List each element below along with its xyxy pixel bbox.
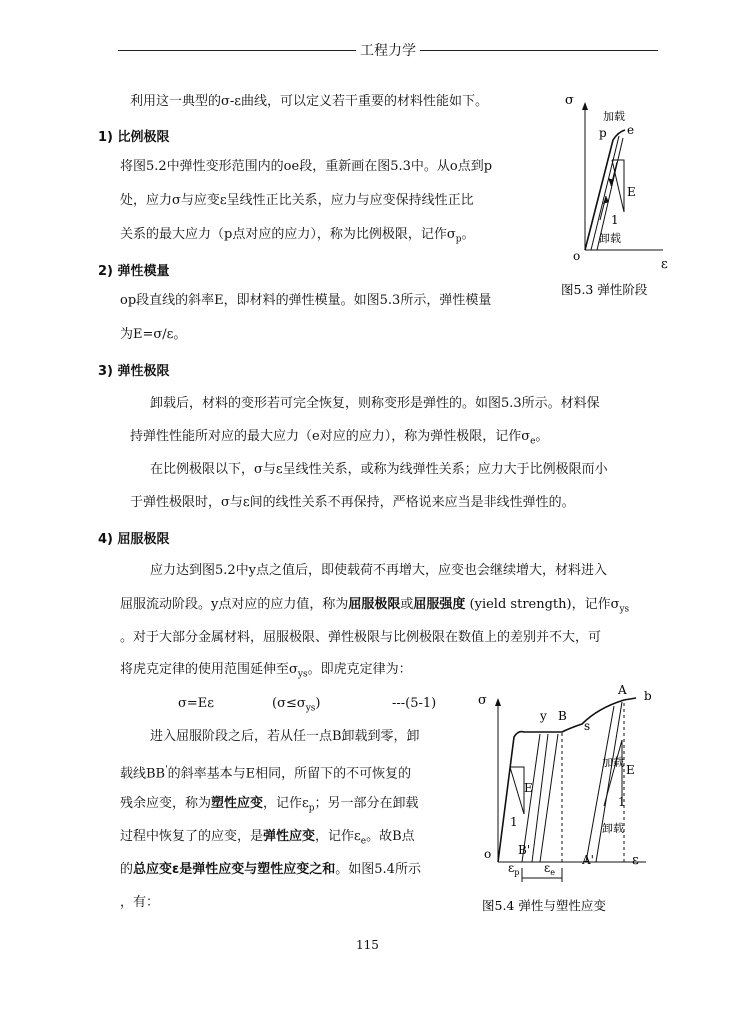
s4-para-line2: 载线BB'的斜率基本与E相同，所留下的不可恢复的 bbox=[120, 765, 412, 782]
fig54-load: 加载 bbox=[602, 756, 624, 769]
intro-text: 利用这一典型的σ-ε曲线，可以定义若干重要的材料性能如下。 bbox=[130, 94, 489, 109]
fig53-e: e bbox=[627, 123, 635, 137]
page-number: 115 bbox=[356, 938, 379, 952]
fig54-sigma: σ bbox=[478, 693, 487, 708]
fig53-caption: 图5.3 弹性阶段 bbox=[561, 282, 648, 297]
fig53-o: o bbox=[573, 249, 581, 263]
fig54-unload-3 bbox=[540, 734, 558, 862]
formula-condition: $(\sigma\le\sigma_{ys})$ bbox=[272, 696, 321, 714]
page-header bbox=[118, 40, 658, 60]
formula: σ=Eε bbox=[178, 696, 214, 711]
s1-line2: 处，应力σ与应变ε呈线性正比关系，应力与应变保持线性正比 bbox=[120, 193, 474, 208]
section-2-title: 2) 弹性模量 bbox=[98, 264, 170, 279]
section-4-title: 4) 屈服极限 bbox=[98, 532, 170, 547]
s3-line4: 于弹性极限时，σ与ε间的线性关系不再保持，严格说来应当是非线性弹性的。 bbox=[130, 495, 575, 510]
fig54-ep: $\varepsilon_p$ bbox=[508, 861, 520, 877]
fig54-A: A bbox=[618, 683, 627, 697]
s4-para-line6: ，有： bbox=[120, 895, 160, 910]
fig54-Bprime: B' bbox=[518, 843, 531, 857]
fig54-s: s bbox=[584, 719, 591, 733]
fig54-E1: E bbox=[524, 781, 533, 795]
fig54-ee: $\varepsilon_e$ bbox=[544, 861, 555, 877]
fig54-one2: 1 bbox=[618, 795, 626, 809]
fig54-unload-2 bbox=[532, 734, 548, 862]
s4-para-line1: 进入屈服阶段之后，若从任一点B卸载到零，卸 bbox=[150, 729, 420, 744]
fig54-caption: 图5.4 弹性与塑性应变 bbox=[482, 898, 606, 913]
s4-para-line4: 过程中恢复了的应变，是弹性应变，记作$\varepsilon_e$。故B点 bbox=[120, 829, 415, 847]
fig54-epsilon: ε bbox=[632, 853, 639, 868]
fig54-B: B bbox=[558, 709, 567, 723]
fig54-curve bbox=[498, 698, 636, 862]
fig54-E2: E bbox=[626, 763, 635, 777]
s1-line1: 将图5.2中弹性变形范围内的oe段，重新画在图5.3中。从o点到p bbox=[120, 159, 493, 174]
fig54-Aprime: A' bbox=[582, 853, 594, 867]
fig53-load: 加载 bbox=[603, 110, 625, 123]
header-title: 工程力学 bbox=[360, 43, 416, 59]
fig53-unload: 卸载 bbox=[599, 232, 621, 245]
fig53-one: 1 bbox=[611, 213, 619, 227]
s3-line1: 卸载后，材料的变形若可完全恢复，则称变形是弹性的。如图5.3所示。材料保 bbox=[150, 396, 600, 411]
s4-line1: 应力达到图5.2中y点之值后，即使载荷不再增大，应变也会继续增大，材料进入 bbox=[150, 563, 608, 578]
fig53-E: E bbox=[627, 185, 636, 199]
s4-line2: 屈服流动阶段。y点对应的应力值，称为屈服极限或屈服强度 (yield strength)，记作$\sigma_{ys}$ bbox=[120, 597, 630, 615]
fig54-unload: 卸载 bbox=[602, 822, 624, 835]
fig53-p: p bbox=[599, 126, 607, 140]
s4-para-line3: 残余应变，称为塑性应变，记作$\varepsilon_p$；另一部分在卸载 bbox=[120, 796, 419, 814]
fig54-one1: 1 bbox=[510, 815, 518, 829]
fig54-o: o bbox=[484, 847, 492, 861]
section-1-title: 1) 比例极限 bbox=[98, 130, 170, 145]
s3-line3: 在比例极限以下，σ与ε呈线性关系，或称为线弹性关系；应力大于比例极限而小 bbox=[150, 462, 608, 477]
s3-line2: 持弹性性能所对应的最大应力（e对应的应力），称为弹性极限，记作$\sigma_e$。 bbox=[130, 429, 549, 447]
equation-number: ---(5-1) bbox=[392, 696, 437, 711]
fig54-b: b bbox=[644, 689, 652, 703]
figure-5-4 bbox=[474, 682, 674, 918]
s2-line2: 为E=σ/ε。 bbox=[120, 327, 187, 342]
fig54-y: y bbox=[540, 709, 547, 723]
s4-para-line5: 的总应变ε是弹性应变与塑性应变之和。如图5.4所示 bbox=[120, 862, 421, 877]
s4-line4: 将虎克定律的使用范围延伸至$\sigma_{ys}$。即虎克定律为： bbox=[120, 662, 412, 680]
section-3-title: 3) 弹性极限 bbox=[98, 364, 170, 379]
fig53-epsilon: ε bbox=[661, 257, 668, 272]
fig53-sigma: σ bbox=[565, 93, 574, 108]
figure-5-3 bbox=[555, 90, 685, 305]
s1-line3: 关系的最大应力（p点对应的应力），称为比例极限，记作$\sigma_p$。 bbox=[120, 227, 475, 245]
s2-line1: op段直线的斜率E，即材料的弹性模量。如图5.3所示，弹性模量 bbox=[120, 293, 492, 308]
s4-line3: 。对于大部分金属材料，屈服极限、弹性极限与比例极限在数值上的差别并不大，可 bbox=[120, 630, 602, 645]
